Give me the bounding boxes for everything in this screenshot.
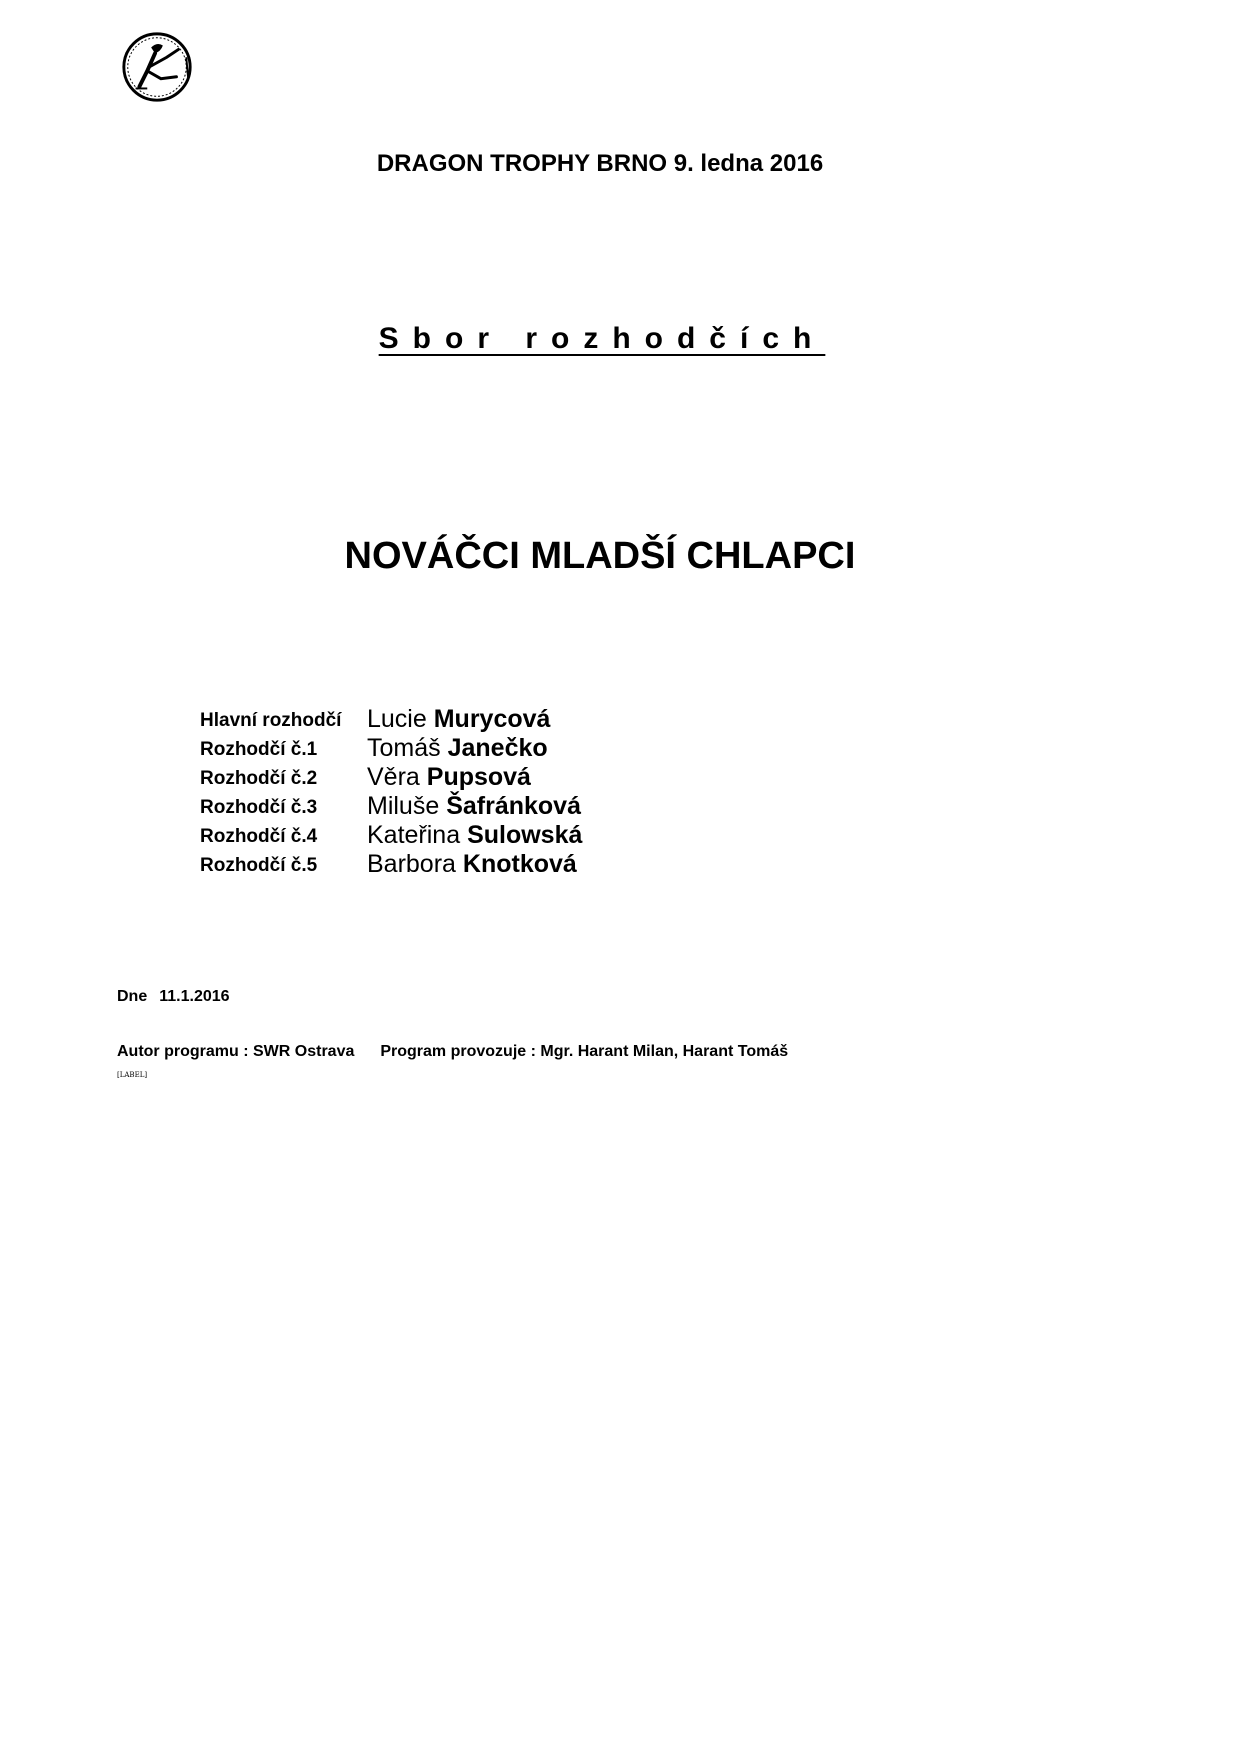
judge-name [367, 821, 582, 850]
judge-role: Rozhodčí č.3 [200, 797, 318, 818]
date-label: Dne [117, 988, 148, 1005]
judge-name [367, 763, 531, 792]
judge-role: Hlavní rozhodčí [200, 710, 342, 731]
judge-first-name: Kateřina [367, 821, 461, 849]
judge-first-name: Miluše [367, 792, 440, 820]
date-line [117, 988, 230, 1006]
skater-logo-icon [118, 28, 196, 106]
date-value: 11.1.2016 [159, 988, 230, 1005]
judge-first-name: Věra [367, 763, 420, 791]
judge-first-name: Barbora [367, 850, 456, 878]
judge-role: Rozhodčí č.5 [200, 855, 318, 876]
judge-role: Rozhodčí č.2 [200, 768, 318, 789]
judge-row-head [200, 684, 1000, 736]
event-title: DRAGON TROPHY BRNO 9. ledna 2016 [376, 150, 824, 177]
category-title: NOVÁČCI MLADŠÍ CHLAPCI [344, 535, 856, 577]
judge-row [200, 736, 1000, 765]
program-author: Autor programu : SWR Ostrava [117, 1043, 355, 1060]
section-heading [0, 322, 1200, 356]
judge-last-name: Sulowská [467, 821, 583, 849]
judge-role: Rozhodčí č.4 [200, 826, 318, 847]
judge-last-name: Šafránková [446, 792, 581, 820]
judge-name [367, 734, 548, 763]
judge-row [200, 794, 1000, 823]
judge-first-name: Tomáš [367, 734, 441, 762]
judge-row [200, 852, 1000, 881]
judge-role: Rozhodčí č.1 [200, 739, 318, 760]
judge-last-name: Knotková [462, 850, 577, 878]
judge-name [367, 850, 577, 879]
program-operator: Program provozuje : Mgr. Harant Milan, Harant Tomáš [380, 1043, 789, 1060]
judge-row [200, 765, 1000, 794]
judge-last-name: Janečko [447, 734, 548, 762]
judge-last-name: Murycová [433, 705, 551, 733]
judge-first-name: Lucie [367, 705, 427, 733]
section-heading-text: Sbor rozhodčích [378, 322, 826, 355]
judge-name [367, 705, 550, 734]
footer-line [117, 1043, 788, 1061]
judge-name [367, 792, 581, 821]
page-label: [LABEL] [117, 1071, 148, 1079]
judge-last-name: Pupsová [426, 763, 531, 791]
judge-row [200, 823, 1000, 852]
judges-list [200, 684, 1000, 881]
